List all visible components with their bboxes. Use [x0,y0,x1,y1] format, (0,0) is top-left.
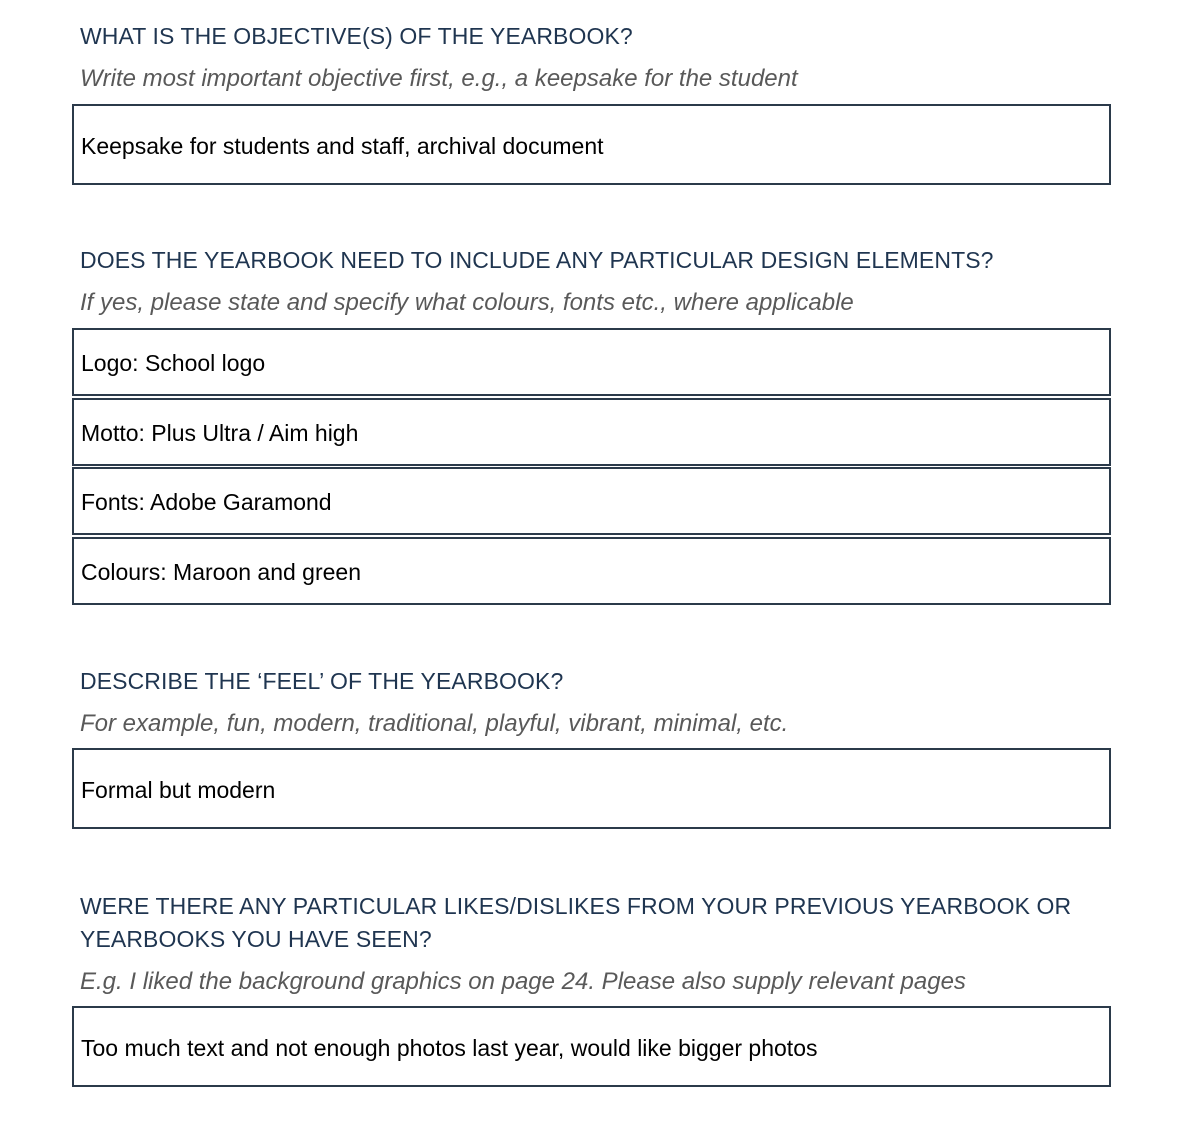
answer-field-colours[interactable] [72,537,1111,605]
section-heading: DOES THE YEARBOOK NEED TO INCLUDE ANY PARTICULAR DESIGN ELEMENTS? [80,247,994,273]
answer-field-feel[interactable] [72,748,1111,829]
answer-field-likes-dislikes[interactable] [72,1006,1111,1087]
section-hint: If yes, please state and specify what colours, fonts etc., where applicable [80,289,854,316]
answer-text: Keepsake for students and staff, archival document [81,133,604,159]
section-hint: For example, fun, modern, traditional, playful, vibrant, minimal, etc. [80,710,789,737]
answer-field-fonts[interactable] [72,467,1111,535]
answer-text: Logo: School logo [81,350,266,376]
section-heading: WHAT IS THE OBJECTIVE(S) OF THE YEARBOOK? [80,23,633,49]
answer-text: Colours: Maroon and green [81,559,361,585]
section-hint: Write most important objective first, e.g., a keepsake for the student [80,65,798,92]
answer-text: Formal but modern [81,777,276,803]
answer-field-objectives[interactable] [72,104,1111,185]
answer-text: Fonts: Adobe Garamond [81,489,332,515]
section-hint: E.g. I liked the background graphics on page 24. Please also supply relevant pages [80,968,966,995]
answer-text: Motto: Plus Ultra / Aim high [81,420,359,446]
answer-field-logo[interactable] [72,328,1111,396]
section-heading: DESCRIBE THE ‘FEEL’ OF THE YEARBOOK? [80,668,564,694]
answer-text: Too much text and not enough photos last year, would like bigger photos [81,1035,818,1061]
section-heading: WERE THERE ANY PARTICULAR LIKES/DISLIKES FROM YOUR PREVIOUS YEARBOOK OR YEARBOOKS YOU HAVE SEEN? [80,893,1072,952]
answer-field-motto[interactable] [72,398,1111,466]
